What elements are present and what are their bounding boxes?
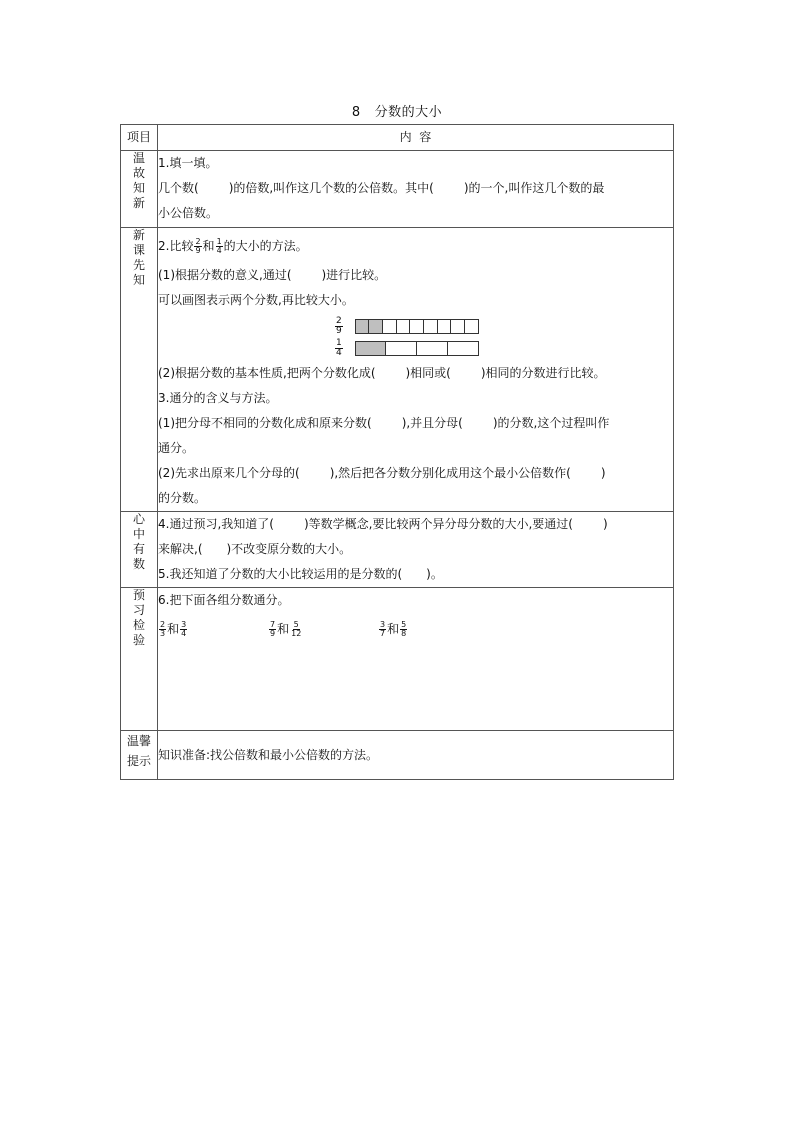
row-check [121, 588, 674, 731]
row-review [121, 151, 674, 228]
bar-cell [356, 320, 369, 333]
exercise-item: $\frac{2}{3}$ 和 $\frac{3}{4}$ [160, 620, 187, 638]
label-char: 温 [132, 151, 145, 165]
label-tip [121, 731, 158, 780]
bar-cell [382, 320, 396, 333]
lesson-title: 分数的大小 [374, 105, 443, 120]
fraction: $\frac{1}{4}$ [336, 338, 342, 358]
bar-cell [450, 320, 464, 333]
fraction-bar-figure [158, 315, 673, 359]
label-char: 检 [132, 618, 145, 632]
fraction: $\frac{1}{4}$ [216, 237, 222, 255]
question-2-1: (1)根据分数的意义,通过( )进行比较。 [158, 268, 387, 282]
lesson-number: 8 [351, 105, 361, 120]
exercise-item: $\frac{7}{9}$ 和 $\frac{5}{12}$ [270, 620, 302, 638]
question-4: 4.通过预习,我知道了( )等数学概念,要比较两个异分母分数的大小,要通过( ) [158, 517, 608, 531]
bar-cell [396, 320, 410, 333]
label-newlesson [121, 228, 158, 512]
bar-row-1 [334, 317, 479, 336]
header-item: 项目 [121, 125, 158, 151]
label-char: 课 [132, 243, 145, 257]
content-tip [158, 731, 674, 780]
bar-cell [464, 320, 478, 333]
label-char: 新 [132, 196, 145, 210]
label-char: 知 [132, 181, 145, 195]
table-header-row [121, 125, 674, 151]
question-3-title: 3.通分的含义与方法。 [158, 391, 278, 405]
row-newlesson [121, 228, 674, 512]
label-char: 中 [132, 527, 145, 541]
page-title [0, 101, 794, 120]
label-char: 故 [132, 166, 145, 180]
bar-cell [368, 320, 382, 333]
question-6-title: 6.把下面各组分数通分。 [158, 593, 290, 607]
question-3-1: (1)把分母不相同的分数化成和原来分数( ),并且分母( )的分数,这个过程叫作 [158, 416, 610, 430]
label-char: 先 [132, 258, 145, 272]
question-3-2: (2)先求出原来几个分母的( ),然后把各分数分别化成用这个最小公倍数作( ) [158, 466, 606, 480]
bar-row-2 [334, 339, 479, 358]
label-line: 提示 [126, 754, 151, 768]
tip-text: 知识准备:找公倍数和最小公倍数的方法。 [158, 747, 379, 762]
question-2-1-note: 可以画图表示两个分数,再比较大小。 [158, 293, 354, 307]
label-char: 新 [132, 228, 145, 242]
bar-cell [437, 320, 451, 333]
fraction: $\frac{2}{9}$ [195, 237, 201, 255]
question-5: 5.我还知道了分数的大小比较运用的是分数的( )。 [158, 567, 443, 581]
question-1-line2: 小公倍数。 [158, 206, 219, 220]
question-1-title: 1.填一填。 [158, 156, 218, 170]
fraction-bar-quarters [355, 341, 479, 356]
label-char: 有 [132, 542, 145, 556]
content-review [158, 151, 674, 228]
question-1-line1: 几个数( )的倍数,叫作这几个数的公倍数。其中( )的一个,叫作这几个数的最 [158, 181, 605, 195]
content-mind [158, 512, 674, 588]
label-line: 温馨 [126, 734, 151, 748]
label-char: 心 [132, 512, 145, 526]
bar-cell [447, 342, 478, 355]
label-char: 数 [132, 557, 145, 571]
question-4-cont: 来解决,( )不改变原分数的大小。 [158, 542, 352, 556]
content-newlesson [158, 228, 674, 512]
row-tip [121, 731, 674, 780]
bar-cell [416, 342, 447, 355]
bar-cell [385, 342, 416, 355]
label-char: 知 [132, 273, 145, 287]
row-mind [121, 512, 674, 588]
worksheet-table [120, 124, 674, 780]
label-char: 预 [132, 588, 145, 602]
question-3-1-cont: 通分。 [158, 441, 195, 455]
exercise-list [158, 617, 673, 642]
question-2-2: (2)根据分数的基本性质,把两个分数化成( )相同或( )相同的分数进行比较。 [158, 366, 606, 380]
exercise-item: $\frac{3}{7}$ 和 $\frac{5}{8}$ [380, 620, 407, 638]
bar-cell [423, 320, 437, 333]
bar-cell [409, 320, 423, 333]
bar-cell [356, 342, 386, 355]
label-char: 验 [132, 633, 145, 647]
question-3-2-cont: 的分数。 [158, 491, 207, 505]
label-char: 习 [132, 603, 145, 617]
fraction-bar-ninths [355, 319, 479, 334]
label-check [121, 588, 158, 731]
content-check [158, 588, 674, 731]
fraction: $\frac{2}{9}$ [336, 316, 342, 336]
label-mind [121, 512, 158, 588]
question-2-title: 2.比较 $\frac{2}{9}$ 和 $\frac{1}{4}$ 的大小的方法。 [158, 237, 308, 255]
label-review [121, 151, 158, 228]
header-content: 内 容 [158, 125, 674, 151]
